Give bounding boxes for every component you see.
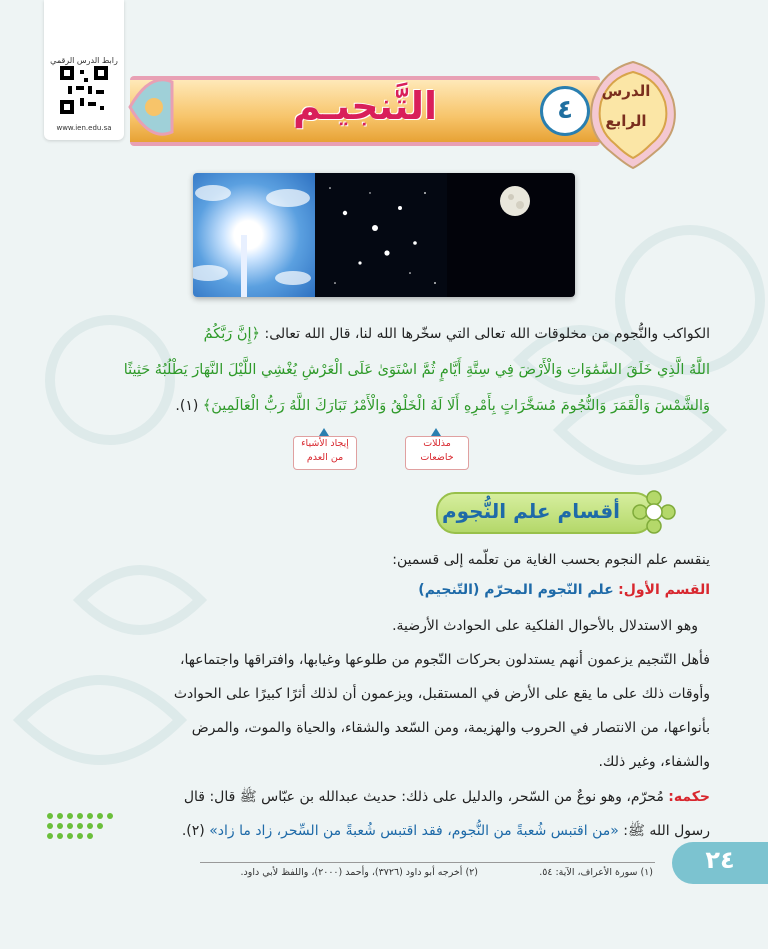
- celestial-photo-strip: [193, 173, 575, 297]
- hadith-line: [182, 822, 710, 842]
- paragraph-division: ينقسم علم النجوم بحسب الغاية من تعلّمه إلى قسمين:: [392, 552, 710, 568]
- intro-line-1: [204, 326, 710, 342]
- paragraph-line: بأنواعها، من الانتصار في الحروب والهزيمة، ومن السّعد والشقاء، والحياة والموت، والمرض: [191, 720, 710, 736]
- annotation-line: من العدم: [306, 452, 344, 463]
- verse-line-3: [175, 398, 710, 414]
- lesson-label: الدرس: [601, 82, 651, 100]
- intro-plain-text: الكواكب والنُّجوم من مخلوقات الله تعالى التي سخّرها الله لنا، قال الله تعالى:: [264, 326, 710, 342]
- ruling-label: حكمه:: [668, 789, 710, 805]
- footnote-divider: [200, 862, 655, 863]
- verse-end: وَالشَّمْسَ وَالْقَمَرَ وَالنُّجُومَ مُسَخَّرَاتٍ بِأَمْرِهِ أَلَا لَهُ الْخَلْقُ وَالْأَمْرُ تَبَارَكَ اللَّهُ رَبُّ الْعَالَمِينَ﴾: [202, 398, 710, 414]
- part-one-title: علم النّجوم المحرّم (التّنجيم): [418, 582, 614, 598]
- annotation-arrow: [431, 428, 441, 436]
- verse-line-2: اللَّهُ الَّذِي خَلَقَ السَّمَٰوَاتِ وَالْأَرْضَ فِي سِتَّةِ أَيَّامٍ ثُمَّ اسْتَوَىٰ عَلَى الْعَرْشِ يُغْشِي اللَّيْلَ النَّهَارَ يَطْلُبُهُ حَثِيثًا: [123, 362, 710, 378]
- verse-start: ﴿إِنَّ رَبَّكُمُ: [203, 326, 261, 342]
- lesson-number-badge: ٤: [540, 86, 590, 136]
- qr-caption: رابط الدرس الرقمي: [50, 56, 118, 65]
- page-number: ٢٤: [705, 846, 735, 874]
- stars-photo: [315, 173, 447, 297]
- lesson-title: التَّنجيـم: [292, 84, 437, 128]
- hadith-intro: رسول الله ﷺ:: [623, 823, 710, 839]
- verse-reference: (١).: [175, 398, 199, 414]
- annotation-arrow: [319, 428, 329, 436]
- lesson-order: الرابع: [605, 112, 647, 130]
- qr-code-icon[interactable]: [60, 66, 108, 114]
- hadith-reference: (٢).: [181, 823, 205, 839]
- footnote-2: (٢) أخرجه أبو داود (٣٧٢٦)، وأحمد (٢٠٠٠)، واللفظ لأبي داود.: [240, 867, 478, 878]
- ruling-text: مُحرّم، وهو نوعٌ من السّحر، والدليل على ذلك: حديث عبدالله بن عبّاس ﷺ قال: قال: [183, 789, 664, 805]
- flower-ornament-icon: [632, 490, 676, 534]
- annotation-box: [293, 436, 357, 470]
- paragraph-line: وأوقات ذلك على ما يقع على الأرض في المستقبل، ويزعمون أن لذلك أثرًا كبيرًا على الحوادث: [173, 686, 710, 702]
- definition-line: وهو الاستدلال بالأحوال الفلكية على الحوادث الأرضية.: [392, 618, 698, 634]
- annotation-line: مذللات: [423, 438, 451, 449]
- moon-photo: [447, 173, 575, 297]
- ruling-line: [184, 788, 710, 808]
- annotation-box: [405, 436, 469, 470]
- qr-url[interactable]: www.ien.edu.sa: [56, 124, 112, 132]
- section-heading: أقسام علم النُّجوم: [441, 499, 621, 523]
- hadith-text: «من اقتبس شُعبةً من النُّجوم، فقد اقتبس شُعبةً من السِّحر، زاد ما زاد»: [209, 823, 619, 839]
- footnote-1: (١) سورة الأعراف، الآية: ٥٤.: [539, 867, 653, 878]
- qr-code-panel[interactable]: [44, 0, 124, 140]
- paragraph-line: والشفاء، وغير ذلك.: [598, 754, 710, 770]
- decorative-dots: [44, 808, 164, 844]
- annotation-line: خاضعات: [420, 452, 454, 463]
- part-one-heading: [418, 582, 710, 598]
- part-one-label: القسم الأول:: [618, 582, 710, 598]
- sun-photo: [193, 173, 315, 297]
- paragraph-line: فأهل التّنجيم يزعمون أنهم يستدلون بحركات النّجوم من طلوعها وغيابها، وافتراقها واجتماعها،: [179, 652, 710, 668]
- annotation-line: إيجاد الأشياء: [301, 438, 349, 449]
